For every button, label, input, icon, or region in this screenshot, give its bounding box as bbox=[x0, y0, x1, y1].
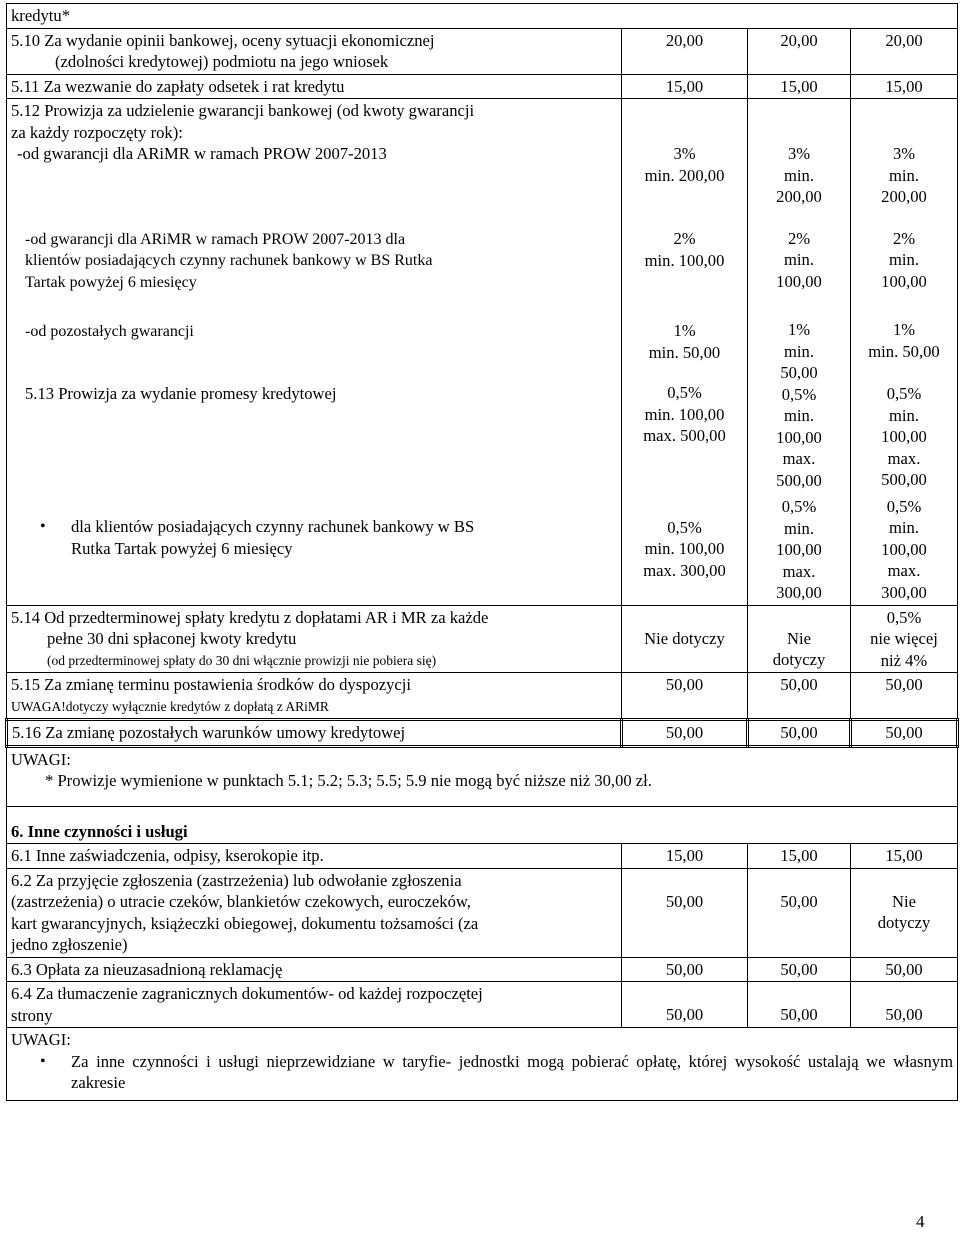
value-col-1: 15,00 bbox=[622, 74, 748, 99]
row-label: 6.4 Za tłumaczenie zagranicznych dokumentów- od każdej rozpoczętej strony bbox=[7, 982, 622, 1028]
value-col-3: 50,00 bbox=[851, 957, 958, 982]
value-col-3: 50,00 bbox=[851, 673, 958, 720]
row-cell: kredytu* bbox=[7, 4, 958, 29]
bullet-icon: • bbox=[40, 1052, 46, 1070]
row-label: 6.3 Opłata za nieuzasadnioną reklamację bbox=[7, 957, 622, 982]
bullet-item: • Za inne czynności i usługi nieprzewidziane w taryfie- jednostki mogą pobierać opłatę, której wysokość ustalają we własnym zakresie bbox=[40, 1051, 953, 1092]
row-label: 5.10 Za wydanie opinii bankowej, oceny sytuacji ekonomicznej (zdolności kredytowej) podmiotu na jego wniosek bbox=[7, 28, 622, 74]
value-col-1: 3% min. 200,00 2% min. 100,00 1% min. 50,00 0,5% min. 100,00 max. 500,00 0,5% min. 100,00 max. 300,00 bbox=[622, 99, 748, 606]
remarks bbox=[7, 746, 958, 806]
value-col-2: 15,00 bbox=[748, 74, 851, 99]
value-col-3: 0,5% nie więcej niż 4% bbox=[851, 605, 958, 673]
value-col-3: 15,00 bbox=[851, 844, 958, 869]
value-col-1: 20,00 bbox=[622, 28, 748, 74]
value-col-2: 50,00 bbox=[748, 957, 851, 982]
bullet-item: • dla klientów posiadających czynny rachunek bankowy w BS Rutka Tartak powyżej 6 miesięcy bbox=[40, 517, 475, 558]
table-row-uwagi-2 bbox=[7, 1028, 958, 1101]
value-col-1: 50,00 bbox=[622, 868, 748, 957]
value-col-2: 50,00 bbox=[748, 868, 851, 957]
value-col-1: 50,00 bbox=[622, 720, 748, 747]
remarks bbox=[7, 1028, 958, 1101]
row-label: 5.11 Za wezwanie do zapłaty odsetek i rat kredytu bbox=[7, 74, 622, 99]
value-col-2: 15,00 bbox=[748, 844, 851, 869]
value-col-3: 3% min. 200,00 2% min. 100,00 1% min. 50,00 0,5% min. 100,00 max. 500,00 0,5% min. 100,00 max. 300,00 bbox=[851, 99, 958, 606]
value-col-3: 50,00 bbox=[851, 720, 958, 747]
value-col-2: 50,00 bbox=[748, 720, 851, 747]
row-label: 6.2 Za przyjęcie zgłoszenia (zastrzeżenia) lub odwołanie zgłoszenia (zastrzeżenia) o utracie czeków, blankietów czekowych, euroczeków, kart gwarancyjnych, książeczki obiegowej, dokumentu tożsamości (za jedno zgłoszenie) bbox=[7, 868, 622, 957]
value-col-3: 50,00 bbox=[851, 982, 958, 1028]
remarks-title: UWAGI: bbox=[11, 1030, 71, 1049]
row-label: 5.15 Za zmianę terminu postawienia środków do dyspozycji UWAGA!dotyczy wyłącznie kredytów z dopłatą z ARiMR bbox=[7, 673, 622, 720]
table-row-6-2 bbox=[7, 868, 958, 957]
value-col-1: 50,00 bbox=[622, 957, 748, 982]
value-col-3: 15,00 bbox=[851, 74, 958, 99]
value-col-2: 20,00 bbox=[748, 28, 851, 74]
table-row-5-16 bbox=[7, 720, 958, 747]
bullet-icon: • bbox=[40, 518, 46, 535]
table-row bbox=[7, 4, 958, 29]
value-col-2: 3% min. 200,00 2% min. 100,00 1% min. 50,00 0,5% min. 100,00 max. 500,00 0,5% min. 100,00 max. 300,00 bbox=[748, 99, 851, 606]
row-label: 5.16 Za zmianę pozostałych warunków umowy kredytowej bbox=[7, 720, 622, 747]
value-col-3: 20,00 bbox=[851, 28, 958, 74]
value-col-2: 50,00 bbox=[748, 673, 851, 720]
table-row-5-10 bbox=[7, 28, 958, 74]
row-label: 5.14 Od przedterminowej spłaty kredytu z dopłatami AR i MR za każde pełne 30 dni spłaconej kwoty kredytu (od przedterminowej spłaty do 30 dni włącznie prowizji nie pobiera się) bbox=[7, 605, 622, 673]
section-title: 6. Inne czynności i usługi bbox=[11, 821, 188, 841]
table-row-5-11 bbox=[7, 74, 958, 99]
note: UWAGA!dotyczy wyłącznie kredytów z dopłatą z ARiMR bbox=[11, 698, 329, 714]
remarks-title: UWAGI: bbox=[11, 749, 71, 769]
page-number: 4 bbox=[916, 1212, 925, 1231]
table-row-5-12 bbox=[7, 99, 958, 606]
value-col-1: 50,00 bbox=[622, 673, 748, 720]
value-col-2: 50,00 bbox=[748, 982, 851, 1028]
value-col-2: Nie dotyczy bbox=[748, 605, 851, 673]
fee-table-page bbox=[5, 3, 956, 1101]
row-label: 5.12 Prowizja za udzielenie gwarancji bankowej (od kwoty gwarancji za każdy rozpoczęty rok): -od gwarancji dla ARiMR w ramach PROW 2007-2013 -od gwarancji dla ARiMR w ramach PROW 2007-2013 dla klientów posiadających czynny rachunek bankowy w BS Rutka Tartak powyżej 6 miesięcy -od pozostałych gwarancji 5.13 Prowizja za wydanie promesy kredytowej • dla klientów posiadających czynny rachunek bankowy w BS Rutka Tartak powyżej 6 miesięcy bbox=[7, 99, 622, 606]
value-col-1: 15,00 bbox=[622, 844, 748, 869]
table-row-6-4 bbox=[7, 982, 958, 1028]
fee-table bbox=[5, 3, 959, 1101]
value-col-1: Nie dotyczy bbox=[622, 605, 748, 673]
section-6-heading bbox=[7, 806, 958, 844]
table-row-6-3 bbox=[7, 957, 958, 982]
row-label: 6.1 Inne zaświadczenia, odpisy, kserokopie itp. bbox=[7, 844, 622, 869]
table-row-5-15 bbox=[7, 673, 958, 720]
remarks-text: * Prowizje wymienione w punktach 5.1; 5.2; 5.3; 5.5; 5.9 nie mogą być niższe niż 30,00 zł. bbox=[45, 771, 652, 790]
value-col-1: 50,00 bbox=[622, 982, 748, 1028]
table-row-uwagi bbox=[7, 746, 958, 806]
value-col-3: Nie dotyczy bbox=[851, 868, 958, 957]
table-row-6-1 bbox=[7, 844, 958, 869]
table-row-5-14 bbox=[7, 605, 958, 673]
